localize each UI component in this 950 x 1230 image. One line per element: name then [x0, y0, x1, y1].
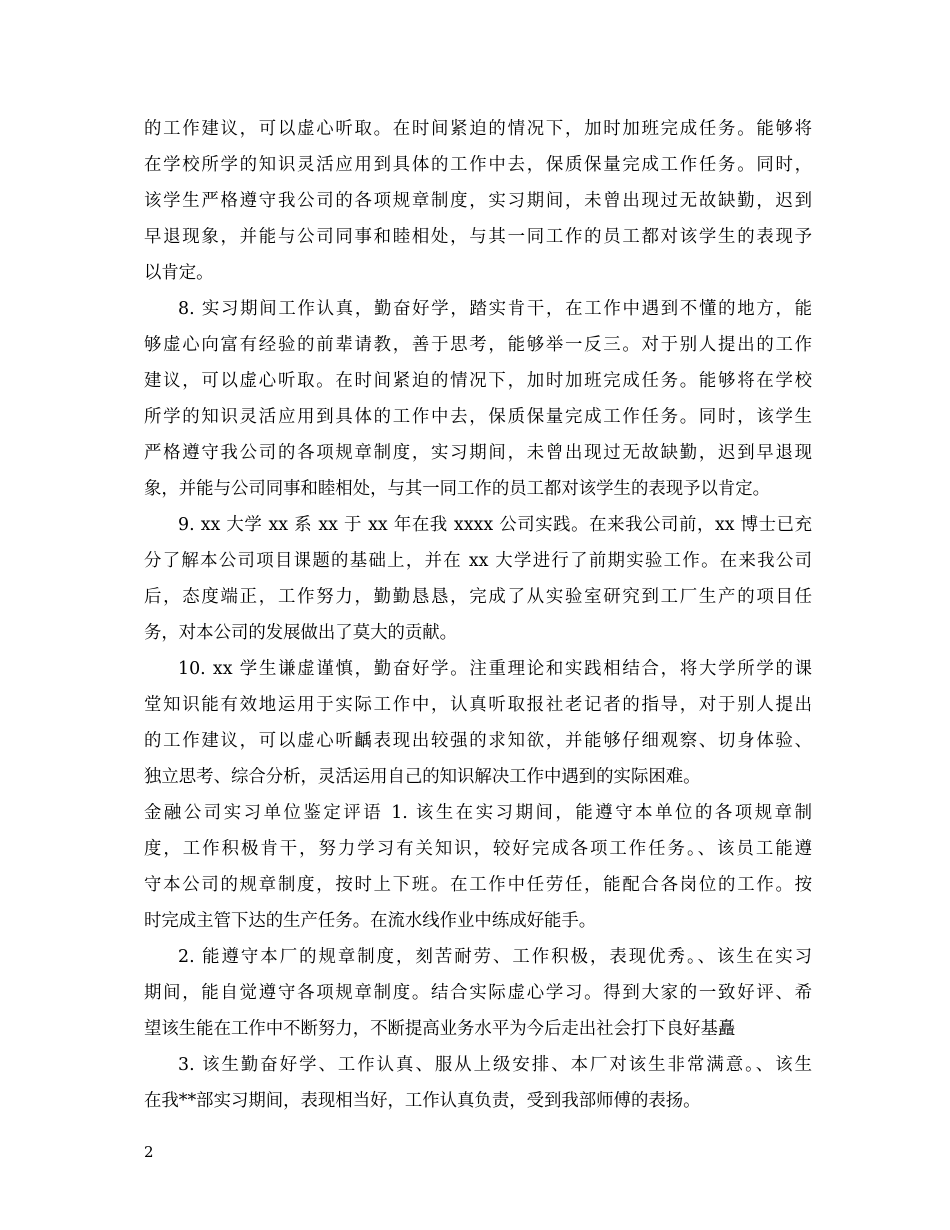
text-line: 务，对本公司的发展做出了莫大的贡献。	[144, 623, 458, 643]
text-line: 时完成主管下达的生产任务。在流水线作业中练成好能手。	[144, 911, 597, 931]
text-line: 早退现象，并能与公司同事和睦相处，与其一同工作的员工都对该学生的表现予	[144, 227, 812, 247]
paragraph-first-line: 3. 该生勤奋好学、工作认真、服从上级安排、本厂对该生非常满意。、该生	[178, 1055, 812, 1075]
text-line: 象，并能与公司同事和睦相处，与其一同工作的员工都对该学生的表现予以肯定。	[144, 479, 771, 499]
paragraph-first-line: 2. 能遵守本厂的规章制度，刻苦耐劳、工作积极，表现优秀。、该生在实习	[178, 947, 812, 967]
text-line: 在我**部实习期间，表现相当好，工作认真负责，受到我部师傅的表扬。	[144, 1091, 701, 1111]
section-heading-line: 金融公司实习单位鉴定评语 1. 该生在实习期间，能遵守本单位的各项规章制	[144, 803, 812, 823]
text-line: 度，工作积极肯干，努力学习有关知识，较好完成各项工作任务。、该员工能遵	[144, 839, 812, 859]
text-line: 期间，能自觉遵守各项规章制度。结合实际虚心学习。得到大家的一致好评、希	[144, 983, 812, 1003]
text-line: 堂知识能有效地运用于实际工作中，认真听取报社老记者的指导，对于别人提出	[144, 695, 812, 715]
text-line: 的工作建议，可以虚心听齲表现出较强的求知欲，并能够仔细观察、切身体验、	[144, 731, 812, 751]
text-line: 分了解本公司项目课题的基础上，并在 xx 大学进行了前期实验工作。在来我公司	[144, 551, 812, 571]
text-line: 够虚心向富有经验的前辈请教，善于思考，能够举一反三。对于别人提出的工作	[144, 335, 812, 355]
text-line: 独立思考、综合分析，灵活运用自己的知识解决工作中遇到的实际困难。	[144, 767, 701, 787]
text-line: 后，态度端正，工作努力，勤勤恳恳，完成了从实验室研究到工厂生产的项目任	[144, 587, 812, 607]
paragraph-first-line: 9. xx 大学 xx 系 xx 于 xx 年在我 xxxx 公司实践。在来我公司前，xx 博士已充	[178, 515, 812, 535]
text-line: 该学生严格遵守我公司的各项规章制度，实习期间，未曾出现过无故缺勤，迟到	[144, 191, 812, 211]
text-line: 望该生能在工作中不断努力，不断提高业务水平为今后走出社会打下良好基矗	[144, 1019, 736, 1039]
paragraph-first-line: 10. xx 学生谦虚谨慎，勤奋好学。注重理论和实践相结合，将大学所学的课	[178, 659, 812, 679]
text-line: 严格遵守我公司的各项规章制度，实习期间，未曾出现过无故缺勤，迟到早退现	[144, 443, 812, 463]
text-line: 以肯定。	[144, 263, 214, 283]
paragraph-first-line: 8. 实习期间工作认真，勤奋好学，踏实肯干，在工作中遇到不懂的地方，能	[178, 299, 812, 319]
page-number: 2	[144, 1143, 154, 1161]
text-line: 建议，可以虚心听取。在时间紧迫的情况下，加时加班完成任务。能够将在学校	[144, 371, 812, 391]
text-line: 所学的知识灵活应用到具体的工作中去，保质保量完成工作任务。同时，该学生	[144, 407, 812, 427]
text-line: 在学校所学的知识灵活应用到具体的工作中去，保质保量完成工作任务。同时，	[144, 155, 812, 175]
text-line: 守本公司的规章制度，按时上下班。在工作中任劳任，能配合各岗位的工作。按	[144, 875, 812, 895]
text-line: 的工作建议，可以虚心听取。在时间紧迫的情况下，加时加班完成任务。能够将	[144, 119, 812, 139]
